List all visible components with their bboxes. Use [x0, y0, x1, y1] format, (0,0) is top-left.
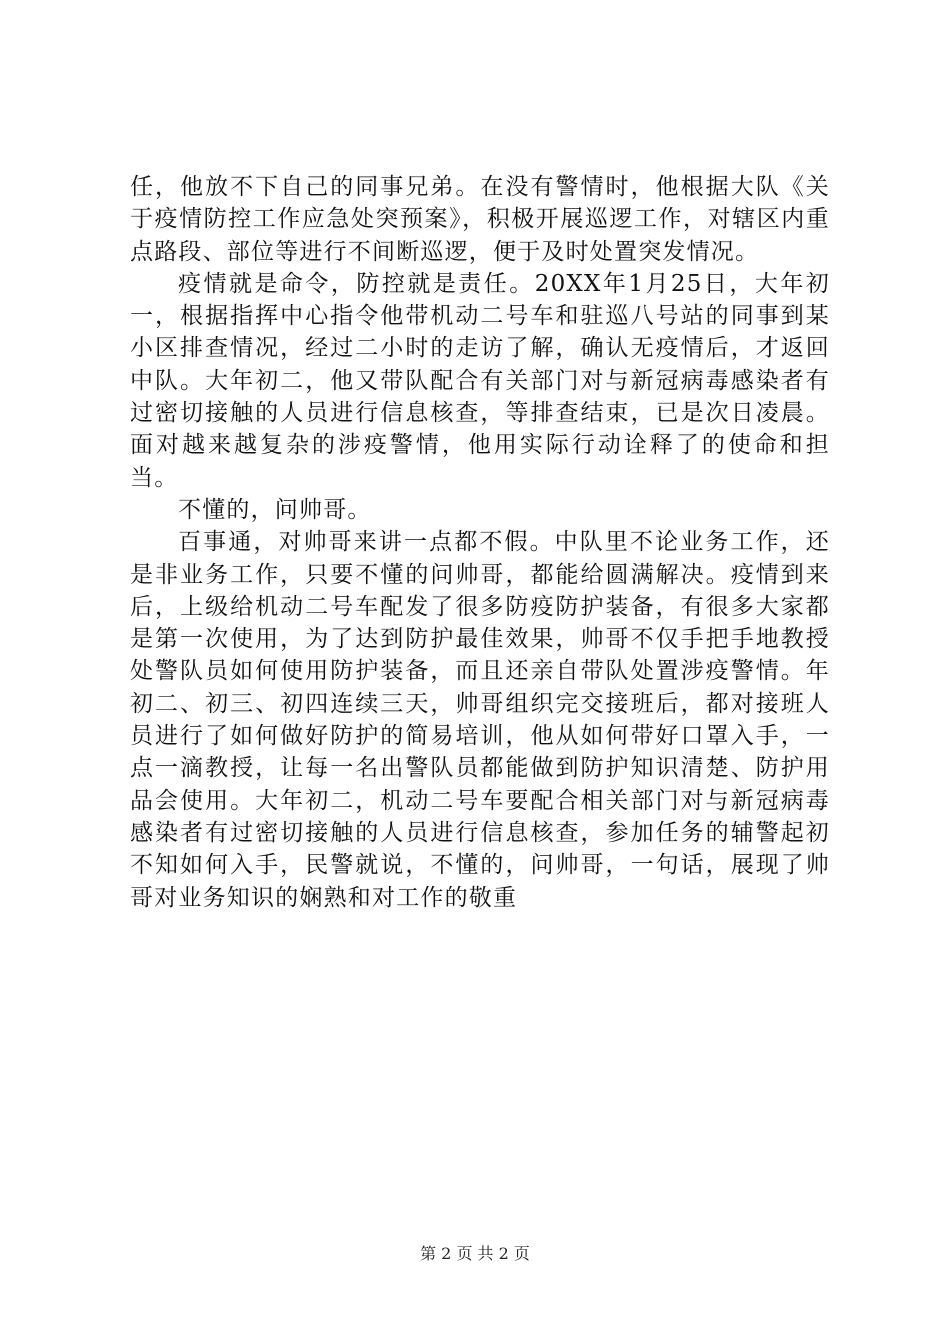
paragraph-epidemic-command: 疫情就是命令，防控就是责任。20XX年1月25日，大年初一，根据指挥中心指令他带机动二号车和驻巡八号站的同事到某小区排查情况，经过二小时的走访了解，确认无疫情后，才返回中队。大年初二，他又带队配合有关部门对与新冠病毒感染者有过密切接触的人员进行信息核查，等排查结束，已是次日凌晨。面对越来越复杂的涉疫警情，他用实际行动诠释了的使命和担当。 — [130, 270, 830, 491]
paragraph-heading-ask-shuaige: 不懂的，问帅哥。 — [178, 496, 372, 523]
document-body — [130, 171, 830, 914]
page-number-footer: 第 2 页 共 2 页 — [420, 1244, 530, 1263]
paragraph-continuation: 任，他放不下自己的同事兄弟。在没有警情时，他根据大队《关于疫情防控工作应急处突预案》，积极开展巡逻工作，对辖区内重点路段、部位等进行不间断巡逻，便于及时处置突发情况。 — [130, 174, 830, 265]
paragraph-know-it-all: 百事通，对帅哥来讲一点都不假。中队里不论业务工作，还是非业务工作，只要不懂的问帅哥，都能给圆满解决。疫情到来后，上级给机动二号车配发了很多防疫防护装备，有很多大家都是第一次使用，为了达到防护最佳效果，帅哥不仅手把手地教授处警队员如何使用防护装备，而且还亲自带队处置涉疫警情。年初二、初三、初四连续三天，帅哥组织完交接班后，都对接班人员进行了如何做好防护的简易培训，他从如何带好口罩入手，一点一滴教授，让每一名出警队员都能做到防护知识清楚、防护用品会使用。大年初二，机动二号车要配合相关部门对与新冠病毒感染者有过密切接触的人员进行信息核查，参加任务的辅警起初不知如何入手，民警就说，不懂的，问帅哥，一句话，展现了帅哥对业务知识的娴熟和对工作的敬重 — [130, 529, 830, 911]
